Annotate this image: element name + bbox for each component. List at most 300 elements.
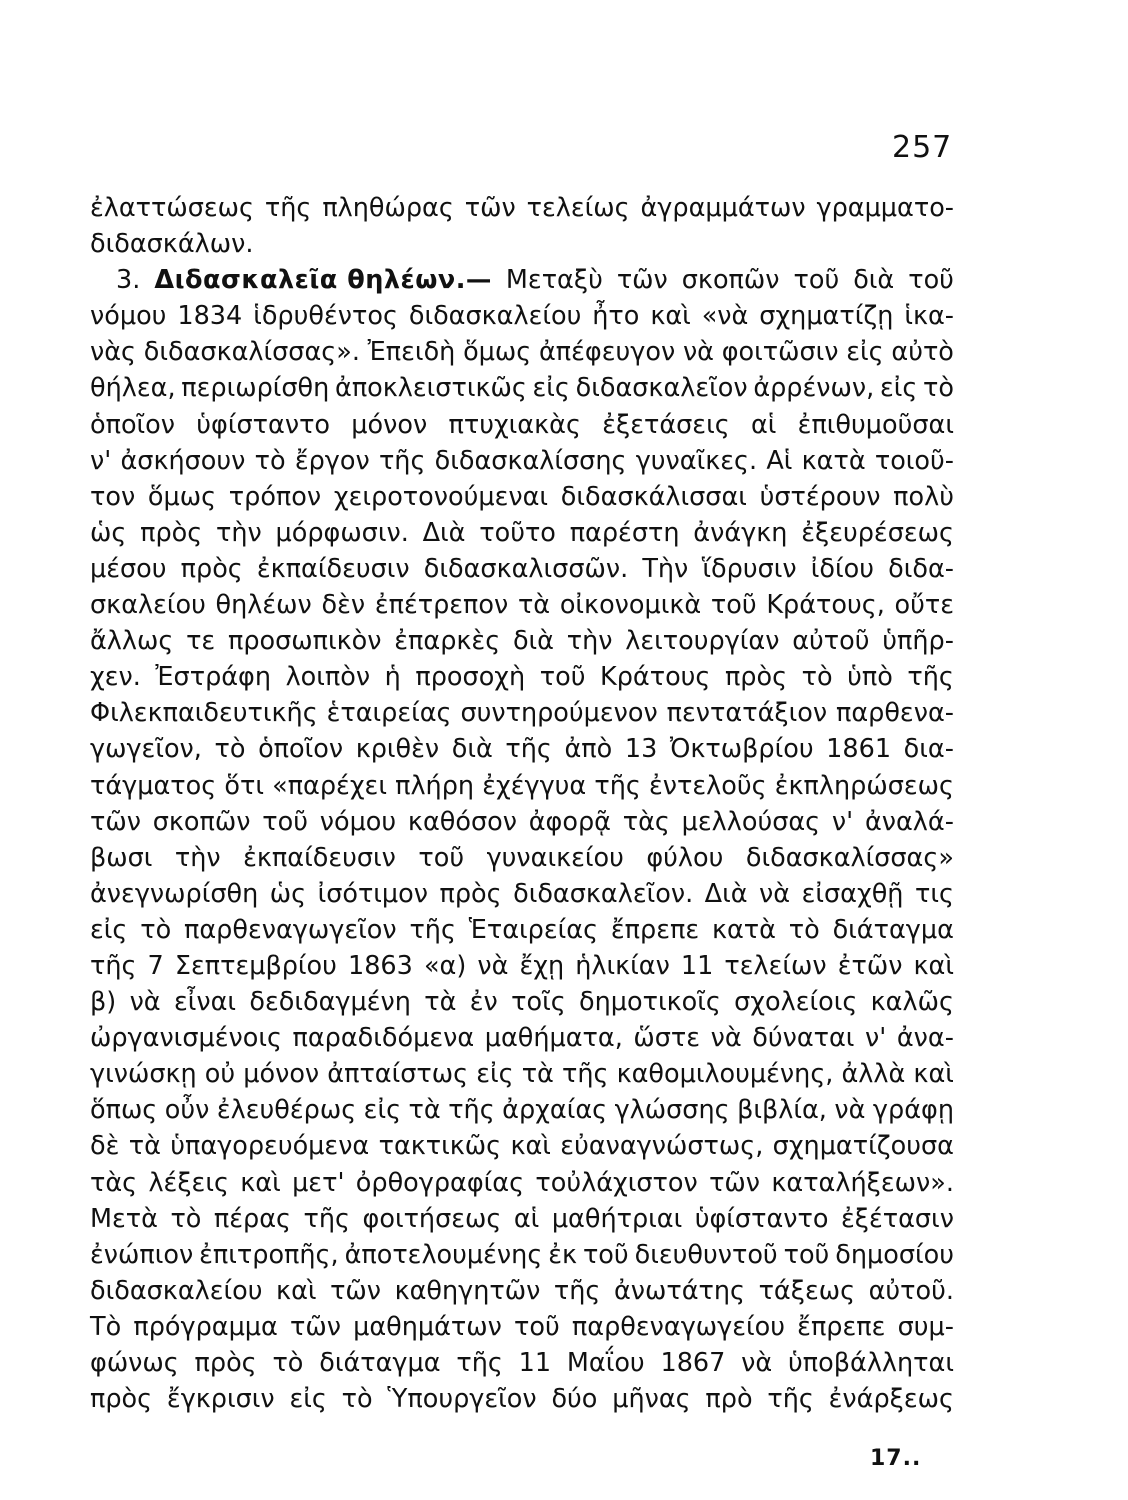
word: συμ- xyxy=(897,1311,954,1342)
word: διδασκάλισσαι xyxy=(560,481,747,512)
word: λειτουργίαν xyxy=(625,626,780,657)
word: ὑπῆρ- xyxy=(882,626,954,657)
word: σκοπῶν xyxy=(681,265,780,296)
word: σκοπῶν xyxy=(152,806,251,837)
word: 3. xyxy=(116,265,141,296)
word: ἀποκλειστικῶς xyxy=(335,373,527,404)
word: νὰ xyxy=(682,337,714,368)
word: τὸ xyxy=(170,1203,202,1234)
signature-mark: 17.. xyxy=(870,1446,922,1471)
word: μόνον xyxy=(243,1059,320,1090)
word: ὑφίσταντο xyxy=(196,409,331,440)
word: πτυχιακὰς xyxy=(448,409,581,440)
word: τῆς xyxy=(264,193,312,223)
word: ὠργανισμένοις xyxy=(90,1023,282,1054)
word: «α) xyxy=(423,950,467,981)
word: ὅτι xyxy=(224,770,264,801)
word: τοῦ xyxy=(262,806,308,837)
word: δεδιδαγμένη xyxy=(249,987,411,1018)
word: σκαλείου xyxy=(90,590,206,621)
word: ἔπρεπε xyxy=(610,914,700,945)
word: ἰσότιμον xyxy=(317,878,429,909)
word: παραδιδόμενα xyxy=(292,1023,475,1054)
word: εἰς xyxy=(846,337,884,368)
word: ὑφίσταντο xyxy=(694,1203,829,1234)
word: νόμου xyxy=(319,806,397,837)
word: πρὸς xyxy=(140,517,203,548)
word: νὰ xyxy=(834,1095,866,1126)
word: τοῦ xyxy=(582,1239,629,1270)
word: τακτικῶς xyxy=(378,1131,502,1162)
word: τάγματος xyxy=(90,770,217,801)
word: δύναται xyxy=(752,1023,855,1054)
word: διὰ xyxy=(451,734,493,765)
word: ἀρχαίας xyxy=(502,1095,608,1126)
word: ἐπαρκὲς xyxy=(394,626,501,657)
word: αἱ xyxy=(750,409,777,440)
word: 7 xyxy=(147,950,164,981)
word: θήλεα, xyxy=(90,373,176,404)
word: τὸ xyxy=(788,914,820,945)
word: διδασκαλείου xyxy=(90,1275,263,1306)
word: διδασκαλίσσης xyxy=(434,445,627,476)
word: προσοχὴ xyxy=(415,662,526,693)
word: παρθεναγωγείου xyxy=(571,1311,785,1342)
word: ἀφορᾷ xyxy=(528,806,611,837)
word: τῆς xyxy=(448,1095,495,1126)
word: φώνως xyxy=(90,1348,179,1378)
word: ἵδρυσιν xyxy=(702,553,797,584)
word: τελείων xyxy=(724,950,827,981)
word: κατὰ xyxy=(801,445,866,476)
text-line xyxy=(90,551,954,587)
word: ν' xyxy=(831,806,854,837)
word: συντηρούμενον xyxy=(460,698,658,729)
text-line xyxy=(90,840,954,876)
word: δύο xyxy=(551,1384,598,1415)
word: Τὴν xyxy=(642,553,689,584)
word: Ἐπειδὴ xyxy=(367,337,456,368)
word: ἐκπληρώσεως xyxy=(774,770,954,801)
word: καθόσον xyxy=(407,806,517,837)
text-line xyxy=(90,804,954,840)
word: τὰς xyxy=(90,1167,138,1198)
word: ὡς xyxy=(269,878,307,909)
word: Κράτους xyxy=(600,662,711,693)
word: λέξεις xyxy=(148,1167,229,1198)
word: οὖν xyxy=(164,1095,210,1126)
word: ἐχέγγυα xyxy=(482,770,587,801)
word: διδασκαλίσσας» xyxy=(745,842,954,873)
word: τὴν xyxy=(566,626,613,657)
word: περιωρίσθη xyxy=(181,373,330,404)
word: νὰ xyxy=(710,1023,742,1054)
word: νὰ xyxy=(477,950,509,981)
word: τῶν xyxy=(330,1275,382,1306)
word: ἐτῶν xyxy=(837,950,903,981)
word: φύλου xyxy=(646,842,724,873)
text-line xyxy=(90,334,954,370)
word: διδασκαλεῖον xyxy=(575,373,748,404)
word: ὅπως xyxy=(90,1095,158,1126)
word: διάταγμα xyxy=(832,914,954,945)
word: πρὸς xyxy=(724,662,788,693)
word: οὐ xyxy=(204,1059,236,1090)
word: Φιλεκπαιδευτικῆς xyxy=(90,698,318,729)
word: βιβλία, xyxy=(737,1095,827,1126)
word: Διὰ xyxy=(704,878,748,909)
text-line xyxy=(90,912,954,948)
word: πρὸς xyxy=(180,553,243,584)
word: Τὸ xyxy=(90,1311,122,1342)
word: φοιτήσεως xyxy=(362,1203,502,1234)
word: ἐξέτασιν xyxy=(840,1203,954,1234)
word: 13 xyxy=(624,734,658,765)
word: τοῦ xyxy=(418,842,465,873)
text-line xyxy=(90,515,954,551)
word: διδασκάλων. xyxy=(90,229,254,260)
word: τῆς xyxy=(378,445,426,476)
word: δὲν xyxy=(321,590,366,621)
word: ὑπὸ xyxy=(847,662,893,693)
word: τὰς xyxy=(622,806,670,837)
text-line xyxy=(90,1381,954,1417)
word: διδασκαλείου xyxy=(408,301,582,332)
text-line xyxy=(90,1345,954,1381)
word: ἀποτελουμένης xyxy=(344,1239,543,1270)
word: Ὀκτωβρίου xyxy=(669,734,814,765)
word: καταλήξεων». xyxy=(771,1167,954,1198)
word: καθομιλουμένης, xyxy=(616,1059,834,1090)
text-line xyxy=(90,587,954,623)
word: πληθώρας xyxy=(322,193,454,223)
word: εἰς xyxy=(532,373,570,404)
word: καθηγητῶν xyxy=(394,1275,541,1306)
word: τῆς xyxy=(561,1059,609,1090)
word: παρθενα- xyxy=(835,698,954,729)
word: διδασκαλισσῶν. xyxy=(423,553,629,584)
word: καὶ xyxy=(913,950,954,981)
text-line xyxy=(90,479,954,515)
word: τοῦτο xyxy=(479,517,556,548)
word: κατὰ xyxy=(711,914,776,945)
word: ἐπιθυμοῦσαι xyxy=(797,409,954,440)
word: ἐπιτροπῆς, xyxy=(199,1239,339,1270)
word: λοιπὸν xyxy=(285,662,371,693)
word: τοῦ xyxy=(539,662,586,693)
word: Μεταξὺ xyxy=(505,265,603,296)
text-line xyxy=(90,876,954,912)
text-line xyxy=(90,1309,954,1345)
page-number: 257 xyxy=(892,130,953,165)
text-line xyxy=(90,1201,954,1237)
text-line xyxy=(90,1128,954,1164)
word: μετ' xyxy=(292,1167,345,1198)
word: τοιοῦ- xyxy=(874,445,954,476)
word: ἐπέτρεπον xyxy=(374,590,509,621)
word: ἔχῃ xyxy=(519,950,565,981)
word: ἀπὸ xyxy=(564,734,613,765)
word: τὰ xyxy=(128,1131,161,1162)
word: τῆς xyxy=(594,770,641,801)
word: μαθήματα, xyxy=(484,1023,623,1054)
word: πρὸς xyxy=(194,1348,257,1378)
word: 1867 xyxy=(660,1348,726,1378)
word: ἐξετάσεις xyxy=(602,409,730,440)
word: ὡς xyxy=(90,517,127,548)
word: πολὺ xyxy=(893,481,954,512)
word: διὰ xyxy=(853,265,895,296)
word: δὲ xyxy=(90,1131,120,1162)
word: ἀπέφευγον xyxy=(538,337,676,368)
word: τὴν xyxy=(174,842,221,873)
word: ἔπρεπε xyxy=(797,1311,886,1342)
word: ὀρθογραφίας xyxy=(355,1167,525,1198)
word: τῶν xyxy=(709,1167,761,1198)
word: τὸ xyxy=(923,373,954,404)
word: ἀνωτάτης xyxy=(613,1275,746,1306)
word: τις xyxy=(914,878,954,909)
text-line xyxy=(90,1165,954,1201)
word: τοῦ xyxy=(710,590,757,621)
word: εἰς xyxy=(289,1384,327,1415)
word: ἄλλως xyxy=(90,626,174,657)
word: καὶ xyxy=(240,1167,281,1198)
word: τον xyxy=(90,481,136,512)
word: Μετὰ xyxy=(90,1203,158,1234)
word: οὔτε xyxy=(894,590,954,621)
word: ὑποβάλληται xyxy=(788,1348,954,1378)
word: ἦτο xyxy=(592,301,640,332)
word: ἀνα- xyxy=(896,1023,954,1054)
word: ἀνεγνωρίσθη xyxy=(90,878,259,909)
word: γυναῖκες. xyxy=(635,445,758,476)
text-line xyxy=(90,298,954,334)
word: τῆς xyxy=(303,1203,351,1234)
word: τῆς xyxy=(505,734,552,765)
word: ἐλευθέρως xyxy=(216,1095,357,1126)
text-line xyxy=(90,443,954,479)
word: φοιτῶσιν xyxy=(721,337,839,368)
text-line xyxy=(90,1020,954,1056)
word: διδασκαλεῖον. xyxy=(513,878,694,909)
word: διδα- xyxy=(888,553,954,584)
word: ὅμως xyxy=(463,337,532,368)
text-line xyxy=(90,1056,954,1092)
word: τῆς xyxy=(409,914,456,945)
word: διὰ xyxy=(512,626,554,657)
word: τὸ xyxy=(801,662,833,693)
word: πλήρη xyxy=(395,770,475,801)
word: ὑστέρουν xyxy=(759,481,881,512)
word: ν' xyxy=(865,1023,887,1054)
text-line xyxy=(90,695,954,731)
word: Κράτους, xyxy=(766,590,885,621)
word: τελείως xyxy=(526,193,630,223)
word: εἰς xyxy=(476,1059,514,1090)
word: εἰς xyxy=(90,914,128,945)
word: θηλέων xyxy=(215,590,312,621)
word: ἱδρυθέντος xyxy=(253,301,398,332)
word: νόμου xyxy=(90,301,167,332)
word: τοῦ xyxy=(908,265,954,296)
text-line xyxy=(90,190,954,226)
text-line xyxy=(90,1273,954,1309)
word: παρέστη xyxy=(569,517,680,548)
word: 11 xyxy=(680,950,714,981)
word: τῆς xyxy=(90,950,137,981)
word: τοῖς xyxy=(511,987,566,1018)
word: νὰ xyxy=(741,1348,773,1378)
word: παρθεναγωγεῖον xyxy=(184,914,397,945)
word: οἰκονομικὰ xyxy=(559,590,702,621)
word: ἱκα- xyxy=(904,301,954,332)
word: εἰς xyxy=(879,373,918,404)
word: σχολείοις xyxy=(734,987,858,1018)
word: καὶ xyxy=(510,1131,551,1162)
text-line xyxy=(90,623,954,659)
text-line xyxy=(90,407,954,443)
word: ἀνάγκη xyxy=(693,517,788,548)
word: ὥστε xyxy=(633,1023,701,1054)
word: νὰ xyxy=(759,878,791,909)
word: ἐλαττώσεως xyxy=(90,193,255,223)
word: πεντατάξιον xyxy=(666,698,828,729)
word: τὸ xyxy=(214,734,246,765)
word: 1863 xyxy=(347,950,413,981)
word: καὶ xyxy=(913,1059,954,1090)
word: τε xyxy=(186,626,216,657)
text-line xyxy=(90,659,954,695)
text-line xyxy=(90,948,954,984)
word: αἱ xyxy=(513,1203,540,1234)
word: διδασκαλίσσας». xyxy=(143,337,360,368)
word: τὸ xyxy=(272,1348,304,1378)
word: μαθήτριαι xyxy=(551,1203,683,1234)
word: ἀναλά- xyxy=(864,806,954,837)
word: πρὸ xyxy=(705,1384,753,1415)
word: μέσου xyxy=(90,553,167,584)
word: χειροτονούμεναι xyxy=(333,481,549,512)
word: τῶν xyxy=(289,1311,341,1342)
word: ἔργον xyxy=(294,445,370,476)
word: τῶν xyxy=(616,265,668,296)
word: καὶ xyxy=(650,301,691,332)
word: χεν. xyxy=(90,662,141,693)
word: γυναικείου xyxy=(486,842,624,873)
text-line xyxy=(90,262,954,298)
word: τὰ xyxy=(424,987,457,1018)
word: τῆς xyxy=(907,662,954,693)
word: 11 xyxy=(518,1348,552,1378)
word: ἐκ xyxy=(548,1239,578,1270)
text-line xyxy=(90,1092,954,1128)
word: κριθὲν xyxy=(355,734,440,765)
word: τὰ xyxy=(408,1095,441,1126)
word: αὐτοῦ. xyxy=(868,1275,954,1306)
word: β) xyxy=(90,987,117,1018)
word: πρόγραμμα xyxy=(133,1311,278,1342)
word: νὰ xyxy=(129,987,161,1018)
text-line xyxy=(90,226,954,262)
word: ἰδίου xyxy=(810,553,874,584)
word: ἐξευρέσεως xyxy=(801,517,954,548)
word: αὐτὸ xyxy=(891,337,954,368)
word: εἰσαχθῇ xyxy=(801,878,904,909)
text-line xyxy=(90,984,954,1020)
word: ἀσκήσουν xyxy=(120,445,246,476)
word: τοῦ xyxy=(793,265,840,296)
word: καὶ xyxy=(276,1275,317,1306)
word: ἀρρένων, xyxy=(753,373,875,404)
word: τὸ xyxy=(254,445,286,476)
word: 1861 xyxy=(826,734,892,765)
word: ὑπαγορευόμενα xyxy=(170,1131,370,1162)
word: ὅμως xyxy=(147,481,217,512)
text-line xyxy=(90,370,954,406)
word: ἀγραμμάτων xyxy=(640,193,806,223)
word: γλώσσης xyxy=(614,1095,730,1126)
word: Διὰ xyxy=(422,517,466,548)
word: εἰς xyxy=(363,1095,402,1126)
word: δημοσίου xyxy=(835,1239,954,1270)
word: τὰ xyxy=(521,1059,554,1090)
word: αὐτοῦ xyxy=(792,626,870,657)
word: γράφῃ xyxy=(872,1095,954,1126)
word: Σεπτεμβρίου xyxy=(174,950,337,981)
text-line xyxy=(90,1237,954,1273)
word: μαθημάτων xyxy=(353,1311,502,1342)
word: προσωπικὸν xyxy=(227,626,382,657)
word: τοὐλάχιστον xyxy=(535,1167,698,1198)
word: εἶναι xyxy=(173,987,237,1018)
word: ὁποῖον xyxy=(258,734,344,765)
word: Ἑταιρείας xyxy=(468,914,599,945)
word: δια- xyxy=(903,734,954,765)
word: ἀπταίστως xyxy=(327,1059,469,1090)
word: ἑταιρείας xyxy=(326,698,452,729)
word: τῆς xyxy=(456,1348,503,1378)
word: μελλούσας xyxy=(681,806,821,837)
word: Αἱ xyxy=(766,445,793,476)
word: διευθυντοῦ xyxy=(634,1239,778,1270)
word: Ὑπουργεῖον xyxy=(387,1384,537,1415)
word: ἀλλὰ xyxy=(841,1059,906,1090)
word: ὁποῖον xyxy=(90,409,176,440)
word: τοῦ xyxy=(514,1311,560,1342)
word: εὐαναγνώστως, xyxy=(560,1131,764,1162)
section-heading: Διδασκαλεῖα θηλέων.— xyxy=(154,265,492,296)
word: τρόπον xyxy=(228,481,322,512)
word: τάξεως xyxy=(758,1275,856,1306)
word: σχηματίζῃ xyxy=(759,301,894,332)
word: τὰ xyxy=(517,590,551,621)
word: ἐκπαίδευσιν xyxy=(256,553,410,584)
word: τὸ xyxy=(341,1384,373,1415)
word: μόρφωσιν. xyxy=(275,517,409,548)
word: μῆνας xyxy=(612,1384,691,1415)
word: πρὸς xyxy=(90,1384,153,1415)
word: ἐνάρξεως xyxy=(828,1384,954,1415)
word: ἐκπαίδευσιν xyxy=(243,842,396,873)
word: ἐνώπιον xyxy=(90,1239,194,1270)
word: τῆς xyxy=(767,1384,814,1415)
word: γραμματο- xyxy=(816,193,954,223)
text-line xyxy=(90,768,954,804)
word: βωσι xyxy=(90,842,153,873)
word: «παρέχει xyxy=(272,770,387,801)
word: διάταγμα xyxy=(319,1348,441,1378)
